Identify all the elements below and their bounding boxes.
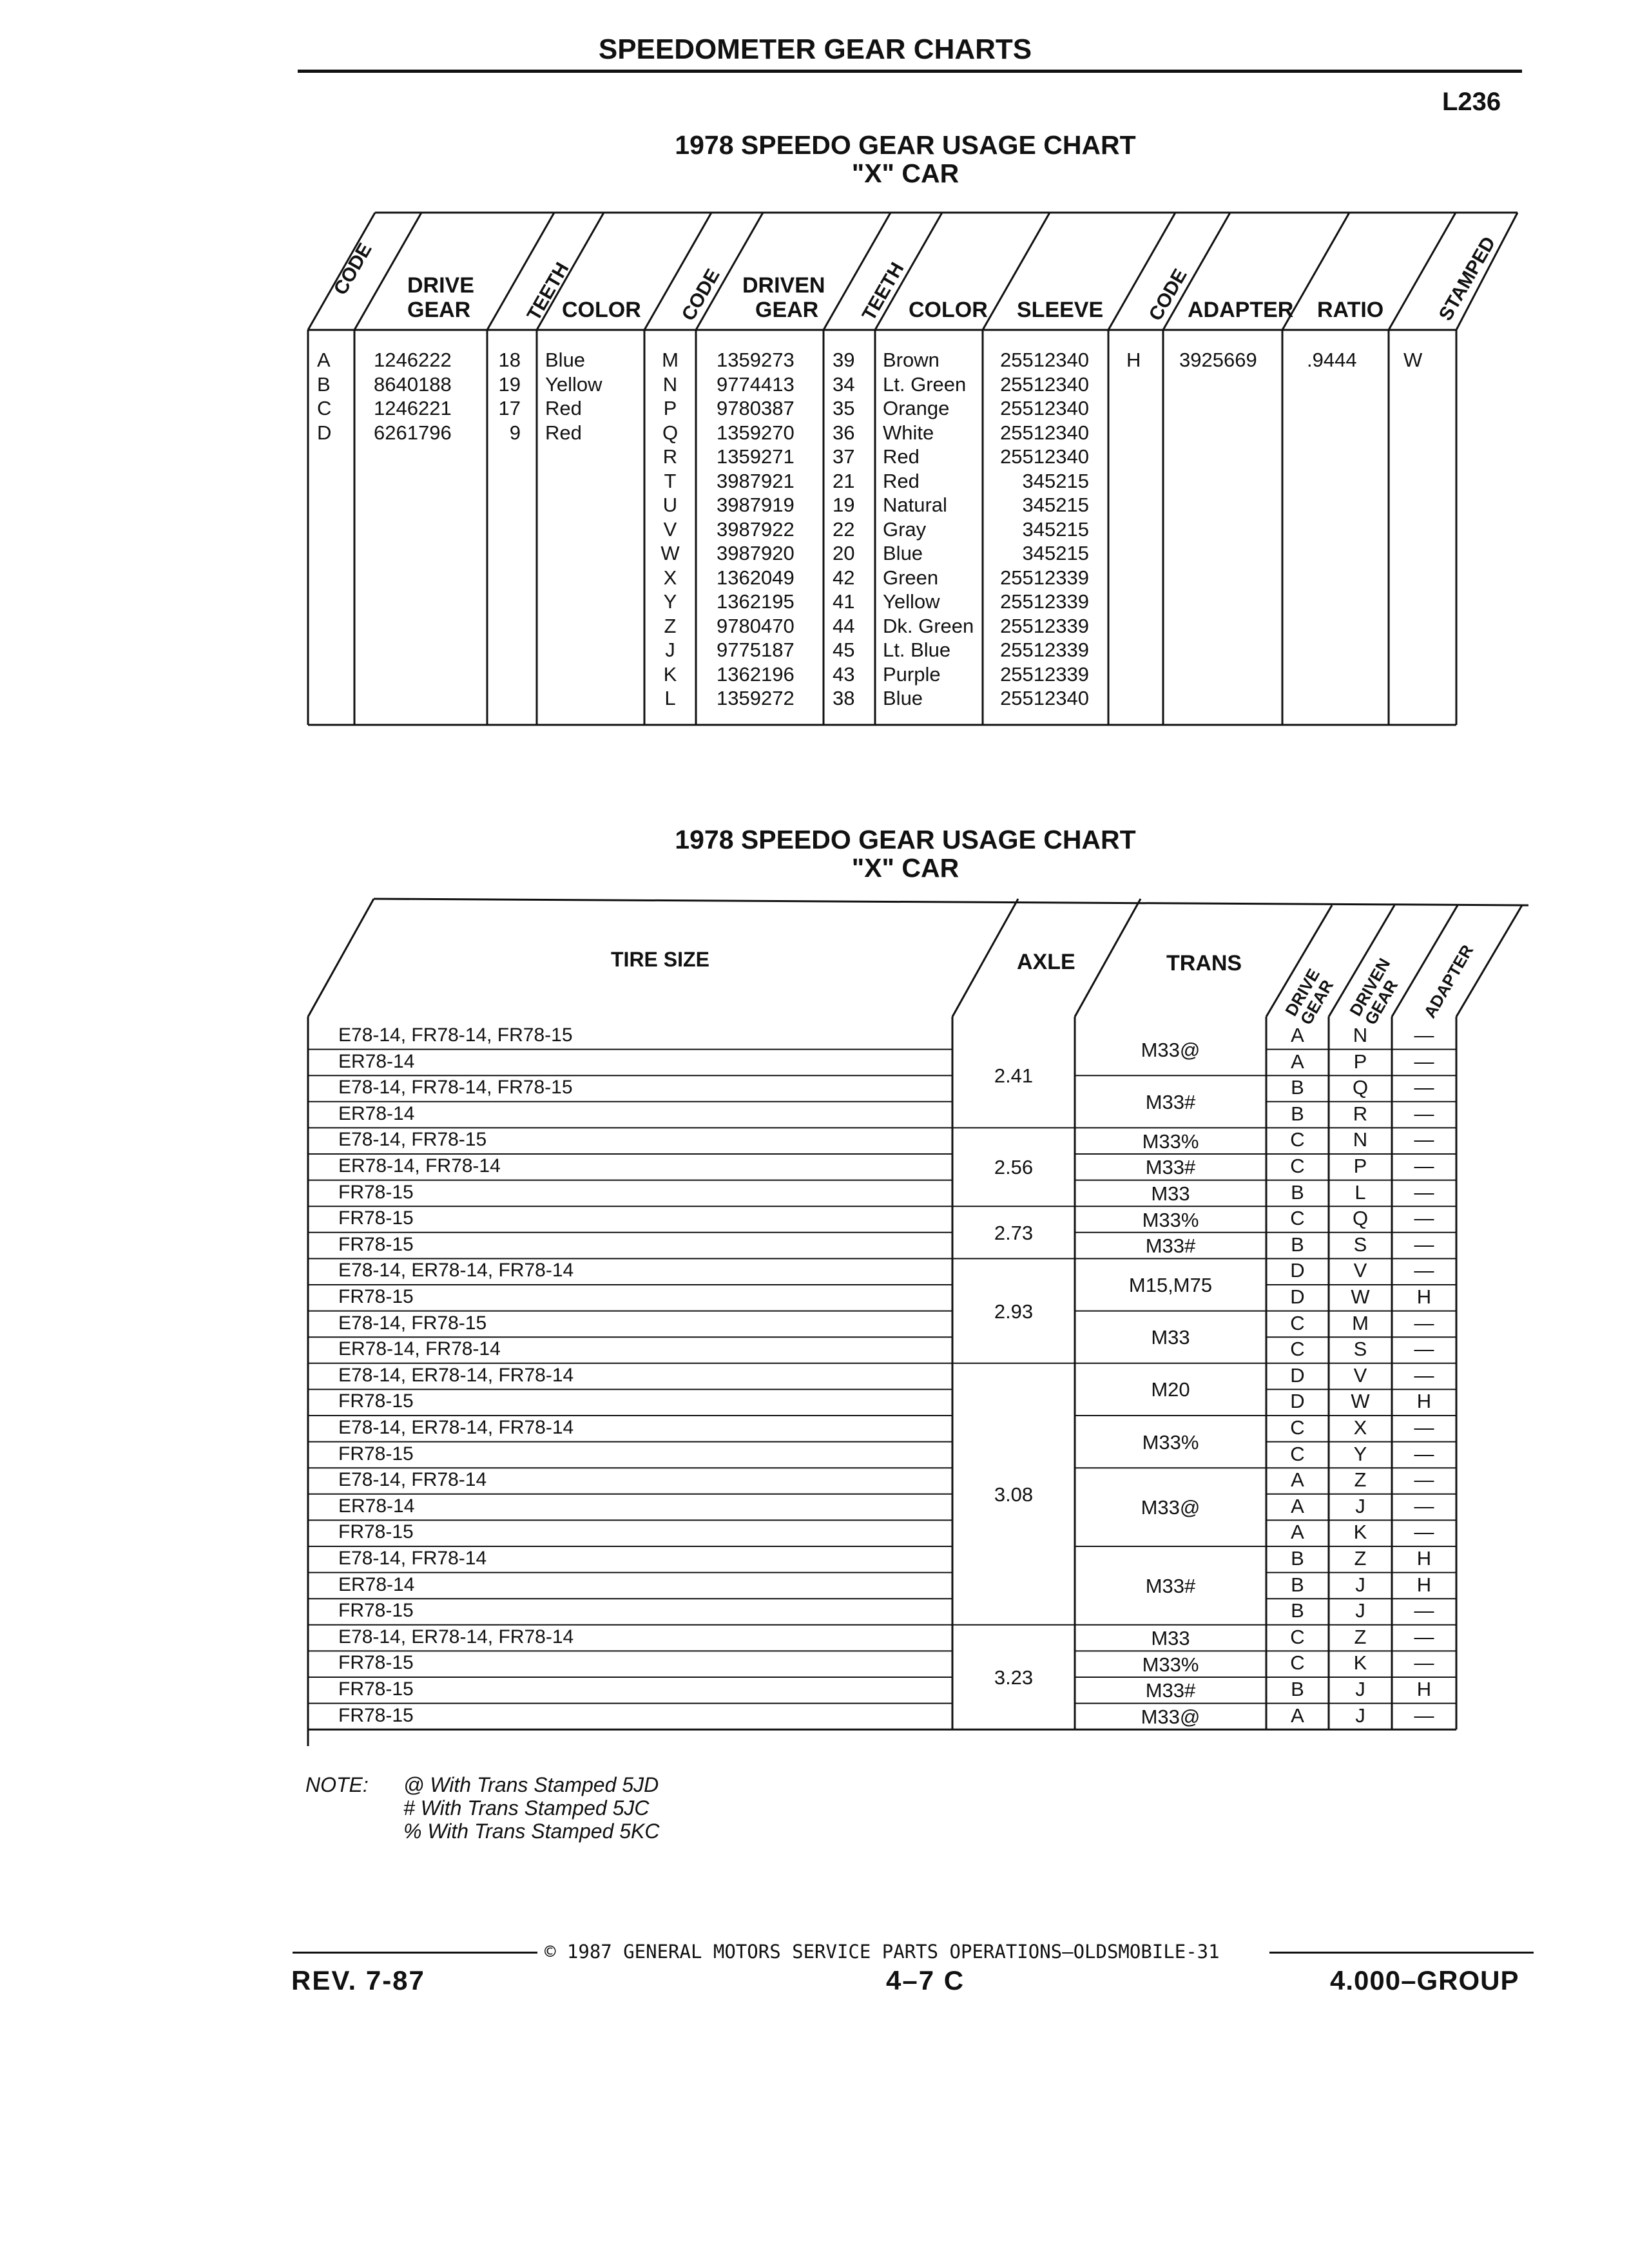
trans-code: M33@ [1141, 1038, 1200, 1061]
drive-gear: A [1291, 1494, 1304, 1517]
tire-size: FR78-15 [338, 1233, 414, 1255]
driven-gear: K [1353, 1651, 1367, 1675]
driven-teeth: 38 [833, 687, 855, 709]
driven-sleeve: 345215 [1022, 517, 1089, 541]
adapter: H [1416, 1573, 1432, 1596]
trans-code: M33% [1142, 1208, 1199, 1231]
driven-sleeve: 25512340 [1000, 372, 1089, 396]
chart1-hdr-teeth2: TEETH [858, 258, 909, 325]
tire-size: FR78-15 [338, 1390, 414, 1412]
trans-code: M33# [1145, 1574, 1196, 1597]
trans-code: M33 [1151, 1326, 1190, 1349]
chart2-hdr-trans: TRANS [1166, 951, 1242, 975]
chart1-hdr-teeth: TEETH [523, 258, 574, 325]
driven-teeth: 19 [833, 494, 855, 516]
driven-gear: N [1353, 1128, 1368, 1151]
drive-part: 8640188 [374, 372, 452, 396]
tire-size: FR78-15 [338, 1678, 414, 1700]
drive-gear: C [1290, 1442, 1305, 1465]
chart2-hdr-axle: AXLE [1017, 950, 1075, 974]
driven-sleeve: 25512339 [1000, 614, 1089, 637]
tire-size: E78-14, ER78-14, FR78-14 [338, 1260, 574, 1282]
chart2-hdr-adapter: ADAPTER [1420, 941, 1478, 1021]
driven-code: U [662, 494, 678, 516]
tire-size: ER78-14 [338, 1495, 415, 1517]
page-header: SPEEDOMETER GEAR CHARTS [598, 34, 1032, 65]
adapter: — [1414, 1024, 1434, 1046]
drive-code: B [317, 372, 331, 396]
chart1-hdr-adapter: ADAPTER [1188, 298, 1294, 322]
driven-color: Dk. Green [883, 614, 974, 637]
driven-gear: V [1353, 1259, 1367, 1282]
driven-gear: X [1353, 1416, 1367, 1439]
tire-size: E78-14, ER78-14, FR78-14 [338, 1364, 574, 1386]
driven-teeth: 41 [833, 590, 855, 613]
trans-code: M33 [1151, 1182, 1190, 1205]
chart2-hdr-driven-gear: DRIVEN GEAR [1345, 954, 1402, 1028]
drive-color: Red [545, 421, 582, 444]
drive-gear: B [1291, 1599, 1304, 1622]
driven-code: Y [663, 590, 677, 613]
trans-code: M33# [1145, 1679, 1196, 1702]
footer-rev: REV. 7-87 [291, 1965, 425, 1995]
adapter: — [1414, 1233, 1434, 1256]
note-line-3: % With Trans Stamped 5KC [403, 1820, 660, 1843]
driven-part: 1359272 [717, 687, 795, 709]
driven-code: L [664, 687, 676, 709]
tire-size: ER78-14 [338, 1050, 415, 1072]
adapter: — [1414, 1180, 1434, 1204]
adapter: — [1414, 1155, 1434, 1177]
driven-gear: K [1353, 1521, 1367, 1544]
driven-color: Lt. Blue [883, 639, 951, 661]
drive-teeth: 17 [498, 397, 521, 419]
driven-code: K [663, 662, 677, 686]
tire-size: ER78-14 [338, 1102, 415, 1124]
driven-gear: J [1355, 1599, 1365, 1622]
drive-gear: B [1291, 1547, 1304, 1570]
tire-size: FR78-15 [338, 1207, 414, 1229]
drive-gear: A [1291, 1704, 1304, 1727]
driven-gear: W [1351, 1390, 1370, 1413]
driven-part: 9780387 [717, 397, 795, 419]
drive-gear: D [1290, 1259, 1305, 1282]
adapter: H [1416, 1547, 1432, 1570]
driven-sleeve: 25512339 [1000, 590, 1089, 613]
driven-part: 1359273 [717, 349, 795, 371]
drive-part: 6261796 [374, 421, 452, 444]
driven-gear: P [1353, 1155, 1367, 1177]
driven-gear: R [1353, 1102, 1368, 1125]
driven-gear: Z [1354, 1547, 1367, 1570]
page-code: L236 [1442, 88, 1501, 116]
adapter: — [1414, 1128, 1434, 1151]
adapter: — [1414, 1625, 1434, 1648]
drive-teeth: 18 [498, 349, 521, 371]
chart1-subtitle: "X" CAR [851, 159, 959, 188]
chart2-subtitle: "X" CAR [851, 853, 959, 883]
axle-ratio: 3.08 [994, 1483, 1034, 1506]
driven-code: R [662, 445, 678, 468]
chart1-hdr-code3: CODE [1144, 265, 1191, 325]
driven-code: M [662, 349, 679, 371]
driven-part: 3987921 [717, 469, 795, 492]
driven-teeth: 22 [833, 517, 855, 541]
driven-sleeve: 345215 [1022, 494, 1089, 516]
adapter: — [1414, 1363, 1434, 1387]
driven-gear: V [1353, 1363, 1367, 1387]
footer-rule-right [1269, 1952, 1534, 1954]
drive-gear: B [1291, 1102, 1304, 1125]
adapter-code: H [1126, 349, 1141, 371]
driven-part: 9780470 [717, 614, 795, 637]
chart1-hdr-driven-1: DRIVEN [742, 273, 825, 298]
drive-gear: D [1290, 1363, 1305, 1387]
driven-gear: L [1354, 1180, 1366, 1204]
footer-notice: © 1987 GENERAL MOTORS SERVICE PARTS OPERATIONS—OLDSMOBILE-31 [545, 1941, 1220, 1963]
driven-gear: Q [1352, 1076, 1369, 1099]
driven-code: Z [664, 614, 677, 637]
driven-sleeve: 25512340 [1000, 397, 1089, 419]
chart1-hdr-code2: CODE [677, 265, 724, 325]
trans-code: M33@ [1141, 1705, 1200, 1728]
tire-size: E78-14, FR78-15 [338, 1129, 487, 1151]
trans-code: M33% [1142, 1653, 1199, 1676]
trans-code: M33 [1151, 1627, 1190, 1650]
adapter: H [1416, 1678, 1432, 1700]
drive-gear: B [1291, 1180, 1304, 1204]
driven-part: 1362195 [717, 590, 795, 613]
tire-size: E78-14, FR78-14 [338, 1548, 487, 1569]
driven-color: Gray [883, 517, 927, 541]
driven-teeth: 45 [833, 639, 855, 661]
driven-part: 1362196 [717, 662, 795, 686]
driven-teeth: 44 [833, 614, 855, 637]
chart2-title: 1978 SPEEDO GEAR USAGE CHART [675, 825, 1136, 854]
chart1-hdr-stamped: STAMPED [1434, 233, 1500, 325]
trans-code: M33% [1142, 1430, 1199, 1454]
tire-size: FR78-15 [338, 1704, 414, 1726]
adapter: — [1414, 1442, 1434, 1465]
tire-size: FR78-15 [338, 1443, 414, 1465]
driven-gear: Y [1353, 1442, 1367, 1465]
adapter: — [1414, 1338, 1434, 1361]
tire-size: FR78-15 [338, 1521, 414, 1543]
drive-gear: B [1291, 1573, 1304, 1596]
driven-gear: J [1355, 1494, 1365, 1517]
chart1-hdr-driven-2: GEAR [755, 298, 819, 322]
adapter: — [1414, 1521, 1434, 1544]
driven-code: Q [662, 421, 679, 444]
chart1-hdr-code: CODE [329, 239, 376, 299]
drive-gear: C [1290, 1128, 1305, 1151]
drive-gear: C [1290, 1625, 1305, 1648]
tire-size: ER78-14, FR78-14 [338, 1338, 501, 1360]
adapter: — [1414, 1259, 1434, 1282]
driven-code: V [663, 517, 677, 541]
driven-sleeve: 345215 [1022, 542, 1089, 564]
tire-size: E78-14, ER78-14, FR78-14 [338, 1626, 574, 1648]
drive-gear: C [1290, 1651, 1305, 1675]
trans-code: M33% [1142, 1129, 1199, 1153]
adapter: — [1414, 1076, 1434, 1099]
footer-group: 4.000–GROUP [1330, 1965, 1519, 1995]
driven-gear: J [1355, 1678, 1365, 1700]
driven-gear: Q [1352, 1207, 1369, 1230]
drive-gear: D [1290, 1390, 1305, 1413]
tire-size: E78-14, FR78-15 [338, 1312, 487, 1334]
drive-code: D [317, 421, 332, 444]
axle-ratio: 2.73 [994, 1221, 1034, 1244]
drive-teeth: 9 [509, 421, 521, 444]
adapter: — [1414, 1494, 1434, 1517]
chart1-hdr-drive-1: DRIVE [407, 273, 474, 298]
driven-code: T [664, 469, 677, 492]
drive-gear: C [1290, 1416, 1305, 1439]
trans-code: M33@ [1141, 1496, 1200, 1519]
driven-color: Lt. Green [883, 372, 967, 396]
driven-color: Red [883, 445, 920, 468]
driven-teeth: 43 [833, 662, 855, 686]
driven-sleeve: 25512339 [1000, 566, 1089, 589]
trans-code: M33# [1145, 1235, 1196, 1258]
adapter: — [1414, 1102, 1434, 1125]
driven-code: J [665, 639, 675, 661]
adapter: — [1414, 1651, 1434, 1675]
driven-color: Blue [883, 542, 923, 564]
drive-teeth: 19 [498, 372, 521, 396]
driven-gear: Z [1354, 1625, 1367, 1648]
drive-gear: C [1290, 1155, 1305, 1177]
axle-ratio: 3.23 [994, 1666, 1034, 1689]
tire-size: FR78-15 [338, 1600, 414, 1622]
adapter: — [1414, 1207, 1434, 1230]
driven-code: N [662, 372, 678, 396]
chart1-hdr-drive-2: GEAR [407, 298, 471, 322]
driven-code: P [663, 397, 677, 419]
driven-sleeve: 25512340 [1000, 687, 1089, 709]
driven-teeth: 35 [833, 397, 855, 419]
drive-gear: C [1290, 1207, 1305, 1230]
driven-gear: W [1351, 1285, 1370, 1308]
driven-color: Purple [883, 662, 941, 686]
adapter-ratio: .9444 [1307, 349, 1357, 371]
chart1-title: 1978 SPEEDO GEAR USAGE CHART [675, 130, 1136, 160]
tire-size: FR78-15 [338, 1286, 414, 1307]
driven-teeth: 37 [833, 445, 855, 468]
tire-size: E78-14, ER78-14, FR78-14 [338, 1417, 574, 1438]
drive-gear: C [1290, 1311, 1305, 1334]
driven-teeth: 20 [833, 542, 855, 564]
driven-sleeve: 25512339 [1000, 662, 1089, 686]
footer-page: 4–7 C [886, 1965, 965, 1995]
driven-part: 3987922 [717, 517, 795, 541]
drive-gear: C [1290, 1338, 1305, 1361]
chart1-hdr-sleeve: SLEEVE [1017, 298, 1104, 322]
tire-size: FR78-15 [338, 1181, 414, 1203]
note-line-1: @ With Trans Stamped 5JD [403, 1773, 659, 1796]
driven-part: 1359270 [717, 421, 795, 444]
tire-size: E78-14, FR78-14, FR78-15 [338, 1077, 573, 1099]
drive-gear: D [1290, 1285, 1305, 1308]
trans-code: M15,M75 [1128, 1274, 1213, 1296]
drive-gear: A [1291, 1468, 1304, 1492]
driven-gear: P [1353, 1050, 1367, 1073]
drive-gear: B [1291, 1076, 1304, 1099]
driven-code: W [660, 542, 680, 564]
tire-size: ER78-14 [338, 1573, 415, 1595]
driven-part: 3987919 [717, 494, 795, 516]
chart1-hdr-ratio: RATIO [1317, 298, 1384, 322]
adapter: — [1414, 1050, 1434, 1073]
chart2-hdr-tire: TIRE SIZE [611, 948, 709, 971]
drive-color: Red [545, 397, 582, 419]
driven-color: Orange [883, 397, 950, 419]
trans-code: M33# [1145, 1090, 1196, 1113]
driven-gear: S [1353, 1338, 1367, 1361]
driven-part: 9775187 [717, 639, 795, 661]
driven-sleeve: 25512340 [1000, 349, 1089, 371]
adapter-part: 3925669 [1179, 349, 1257, 371]
footer-rule-left [293, 1952, 537, 1954]
drive-gear: B [1291, 1678, 1304, 1700]
driven-color: Blue [883, 687, 923, 709]
note-line-2: # With Trans Stamped 5JC [403, 1796, 650, 1820]
drive-gear: B [1291, 1233, 1304, 1256]
adapter: H [1416, 1390, 1432, 1413]
driven-teeth: 34 [833, 372, 855, 396]
driven-gear: Z [1354, 1468, 1367, 1492]
driven-color: Red [883, 469, 920, 492]
driven-gear: M [1352, 1311, 1369, 1334]
driven-sleeve: 25512339 [1000, 639, 1089, 661]
drive-gear: A [1291, 1050, 1304, 1073]
driven-part: 1359271 [717, 445, 795, 468]
drive-gear: A [1291, 1521, 1304, 1544]
driven-gear: N [1353, 1024, 1368, 1046]
driven-teeth: 42 [833, 566, 855, 589]
drive-color: Yellow [545, 372, 602, 396]
axle-ratio: 2.93 [994, 1300, 1034, 1323]
chart2-hdr-drive-gear: DRIVE GEAR [1281, 965, 1338, 1028]
drive-code: A [317, 349, 331, 371]
note-label: NOTE: [305, 1773, 369, 1796]
drive-code: C [317, 397, 332, 419]
tire-size: FR78-15 [338, 1652, 414, 1674]
axle-ratio: 2.41 [994, 1064, 1034, 1088]
adapter: — [1414, 1311, 1434, 1334]
chart1-hdr-color: COLOR [562, 298, 641, 322]
driven-color: White [883, 421, 934, 444]
driven-part: 3987920 [717, 542, 795, 564]
driven-gear: S [1353, 1233, 1367, 1256]
adapter: — [1414, 1416, 1434, 1439]
drive-gear: A [1291, 1024, 1304, 1046]
adapter: — [1414, 1599, 1434, 1622]
drive-color: Blue [545, 349, 586, 371]
tire-size: ER78-14, FR78-14 [338, 1155, 501, 1177]
tire-size: E78-14, FR78-14 [338, 1469, 487, 1491]
driven-gear: J [1355, 1704, 1365, 1727]
driven-code: X [663, 566, 677, 589]
chart1-hdr-color2: COLOR [909, 298, 988, 322]
drive-part: 1246221 [374, 397, 452, 419]
driven-part: 9774413 [717, 372, 795, 396]
driven-color: Brown [883, 349, 940, 371]
driven-gear: J [1355, 1573, 1365, 1596]
driven-sleeve: 25512340 [1000, 445, 1089, 468]
adapter: — [1414, 1704, 1434, 1727]
tire-size: E78-14, FR78-14, FR78-15 [338, 1024, 573, 1046]
adapter: — [1414, 1468, 1434, 1492]
driven-teeth: 36 [833, 421, 855, 444]
driven-teeth: 39 [833, 349, 855, 371]
adapter-stamped: W [1403, 349, 1423, 371]
driven-sleeve: 25512340 [1000, 421, 1089, 444]
adapter: H [1416, 1285, 1432, 1308]
driven-part: 1362049 [717, 566, 795, 589]
driven-teeth: 21 [833, 469, 855, 492]
drive-part: 1246222 [374, 349, 452, 371]
driven-color: Green [883, 566, 939, 589]
driven-sleeve: 345215 [1022, 469, 1089, 492]
trans-code: M33# [1145, 1156, 1196, 1179]
axle-ratio: 2.56 [994, 1156, 1034, 1179]
trans-code: M20 [1151, 1378, 1190, 1401]
driven-color: Yellow [883, 590, 940, 613]
driven-color: Natural [883, 494, 947, 516]
